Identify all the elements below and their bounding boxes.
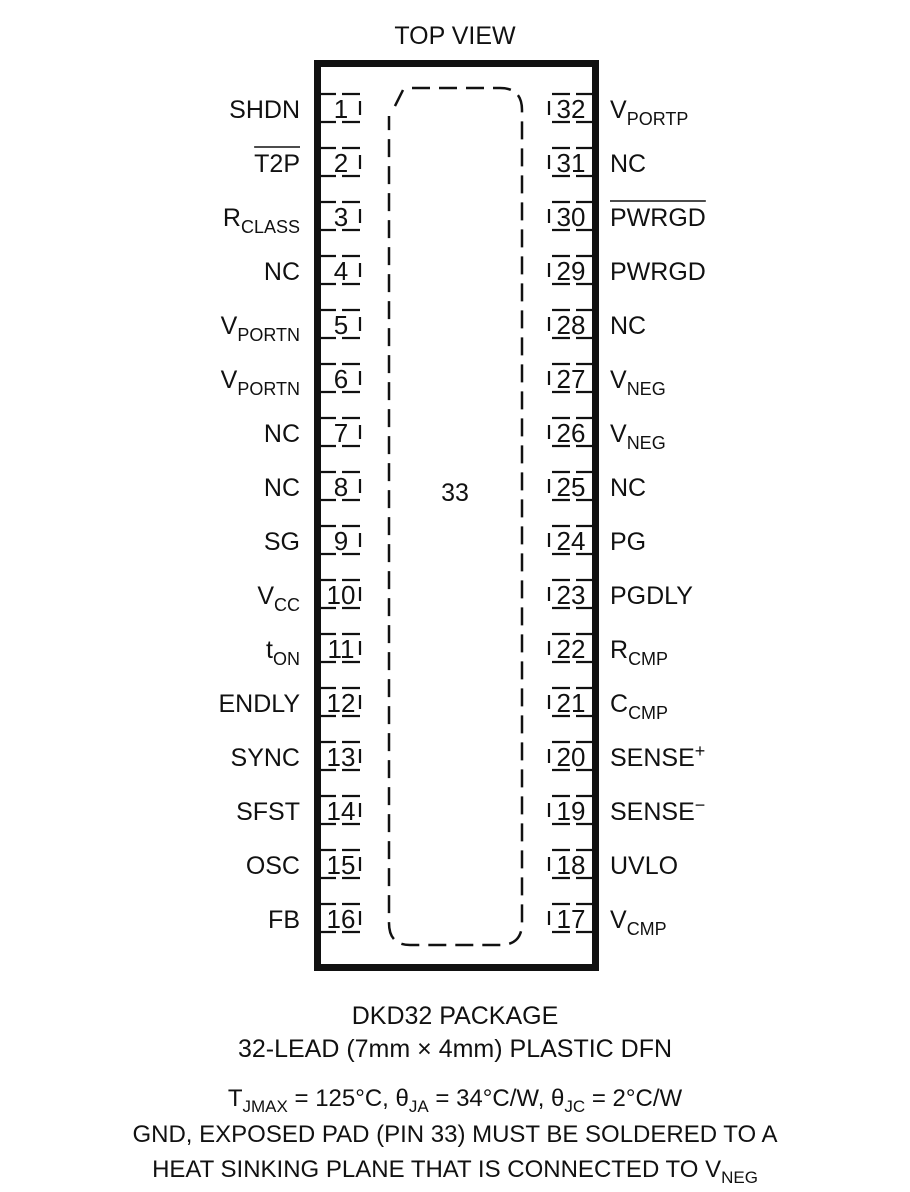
- pin-number: 16: [326, 904, 356, 934]
- pin-number: 13: [326, 742, 356, 772]
- pin-number: 3: [333, 202, 349, 232]
- thermal-spec: $T_{JMAX} = 125^\circ C$, $\theta_{JA} = 34^\circ C/W$, $\theta_{JC} = 2^\circ C/W$: [227, 1085, 683, 1116]
- pin-9: [264, 526, 362, 556]
- pin-number: 9: [333, 526, 349, 556]
- pin-5: [221, 310, 362, 345]
- pin-32: [546, 94, 688, 129]
- pin-label: $t_{ON}$: [266, 636, 300, 669]
- pin-label: T2P: [254, 150, 300, 178]
- pin-label: NC: [263, 258, 300, 286]
- package-body: [318, 64, 596, 968]
- pin-label: NC: [610, 474, 647, 502]
- pin-3: [223, 202, 362, 237]
- pin-label: SENSE−: [610, 795, 706, 826]
- pin-label: $V_{CMP}$: [610, 906, 667, 939]
- pin-number: 10: [326, 580, 356, 610]
- pin-number: 8: [333, 472, 349, 502]
- pin-30: [546, 201, 706, 232]
- pin-label: FB: [268, 906, 300, 934]
- pin-label: SFST: [236, 798, 300, 826]
- exposed-pad-label: 33: [441, 479, 469, 507]
- exposed-pad-outline: [389, 88, 522, 945]
- pin-number: 31: [556, 148, 586, 178]
- pin-number: 21: [556, 688, 586, 718]
- pin-label: PWRGD: [610, 204, 706, 232]
- pin-number: 12: [326, 688, 356, 718]
- pin-label: SG: [263, 528, 300, 556]
- pin-6: [221, 364, 362, 399]
- pin-13: [231, 742, 362, 772]
- view-title: TOP VIEW: [394, 22, 516, 50]
- exposed-pad-note-line1: GND, EXPOSED PAD (PIN 33) MUST BE SOLDERED TO A: [132, 1121, 778, 1148]
- exposed-pad-note-line2: HEAT SINKING PLANE THAT IS CONNECTED TO $V_{NEG}$: [152, 1156, 758, 1187]
- pin-label: $R_{CMP}$: [610, 636, 669, 669]
- pin-number: 7: [333, 418, 349, 448]
- pin-20: [546, 741, 705, 772]
- pin-label: ENDLY: [218, 690, 300, 718]
- pin-label: PWRGD: [610, 258, 706, 286]
- pin-number: 5: [333, 310, 349, 340]
- package-name: DKD32 PACKAGE: [351, 1002, 559, 1030]
- pin-number: 1: [333, 94, 349, 124]
- pin-8: [264, 472, 362, 502]
- pin-number: 11: [327, 634, 355, 664]
- pin-number: 25: [556, 472, 586, 502]
- pin-number: 19: [556, 796, 586, 826]
- pin-number: 22: [556, 634, 586, 664]
- pin-number: 27: [556, 364, 586, 394]
- pin-number: 30: [556, 202, 586, 232]
- pin-number: 29: [556, 256, 586, 286]
- pin-label: SHDN: [229, 96, 300, 124]
- pin-number: 23: [556, 580, 586, 610]
- pin-label: $V_{PORTN}$: [220, 312, 300, 345]
- pin-number: 24: [556, 526, 586, 556]
- pin-label: $V_{CC}$: [257, 582, 300, 615]
- pin-15: [246, 850, 362, 880]
- pin-label: OSC: [245, 852, 300, 880]
- pin-21: [546, 688, 668, 723]
- pin-22: [546, 634, 668, 669]
- pin-number: 28: [556, 310, 586, 340]
- pin-7: [264, 418, 362, 448]
- pin-23: [546, 580, 693, 610]
- pin-number: 6: [333, 364, 349, 394]
- pin-label: SYNC: [230, 744, 300, 772]
- pin-29: [546, 256, 706, 286]
- pin-number: 20: [556, 742, 586, 772]
- pin-label: PGDLY: [610, 582, 693, 610]
- pin-number: 32: [556, 94, 586, 124]
- pin-label: NC: [263, 420, 300, 448]
- pin-number: 17: [556, 904, 586, 934]
- pin-label: $V_{PORTN}$: [220, 366, 300, 399]
- pin-number: 26: [556, 418, 586, 448]
- pin-label: SENSE+: [610, 741, 706, 772]
- pin-number: 4: [333, 256, 349, 286]
- pin-26: [546, 418, 666, 453]
- pin-label: NC: [263, 474, 300, 502]
- pin-18: [546, 850, 678, 880]
- pin-number: 18: [556, 850, 586, 880]
- pin-label: NC: [610, 150, 647, 178]
- pin-27: [546, 364, 666, 399]
- pin-label: NC: [610, 312, 647, 340]
- pin-label: $C_{CMP}$: [610, 690, 669, 723]
- pin-1: [229, 94, 362, 124]
- pin-4: [264, 256, 362, 286]
- pin-number: 2: [333, 148, 349, 178]
- pin-2: [254, 147, 362, 178]
- pin-12: [218, 688, 362, 718]
- pin-17: [546, 904, 667, 939]
- pin-label: UVLO: [610, 852, 679, 880]
- pin-10: [257, 580, 362, 615]
- pin-number: 14: [326, 796, 356, 826]
- pin-label: $R_{CLASS}$: [222, 204, 300, 237]
- pin-number: 15: [326, 850, 356, 880]
- pin-label: $V_{PORTP}$: [610, 96, 689, 129]
- pin-label: $V_{NEG}$: [610, 420, 666, 453]
- pin-19: [546, 795, 705, 826]
- pin-label: PG: [610, 528, 647, 556]
- package-description: 32-LEAD (7mm × 4mm) PLASTIC DFN: [237, 1035, 673, 1063]
- pin-14: [236, 796, 362, 826]
- pin-label: $V_{NEG}$: [610, 366, 666, 399]
